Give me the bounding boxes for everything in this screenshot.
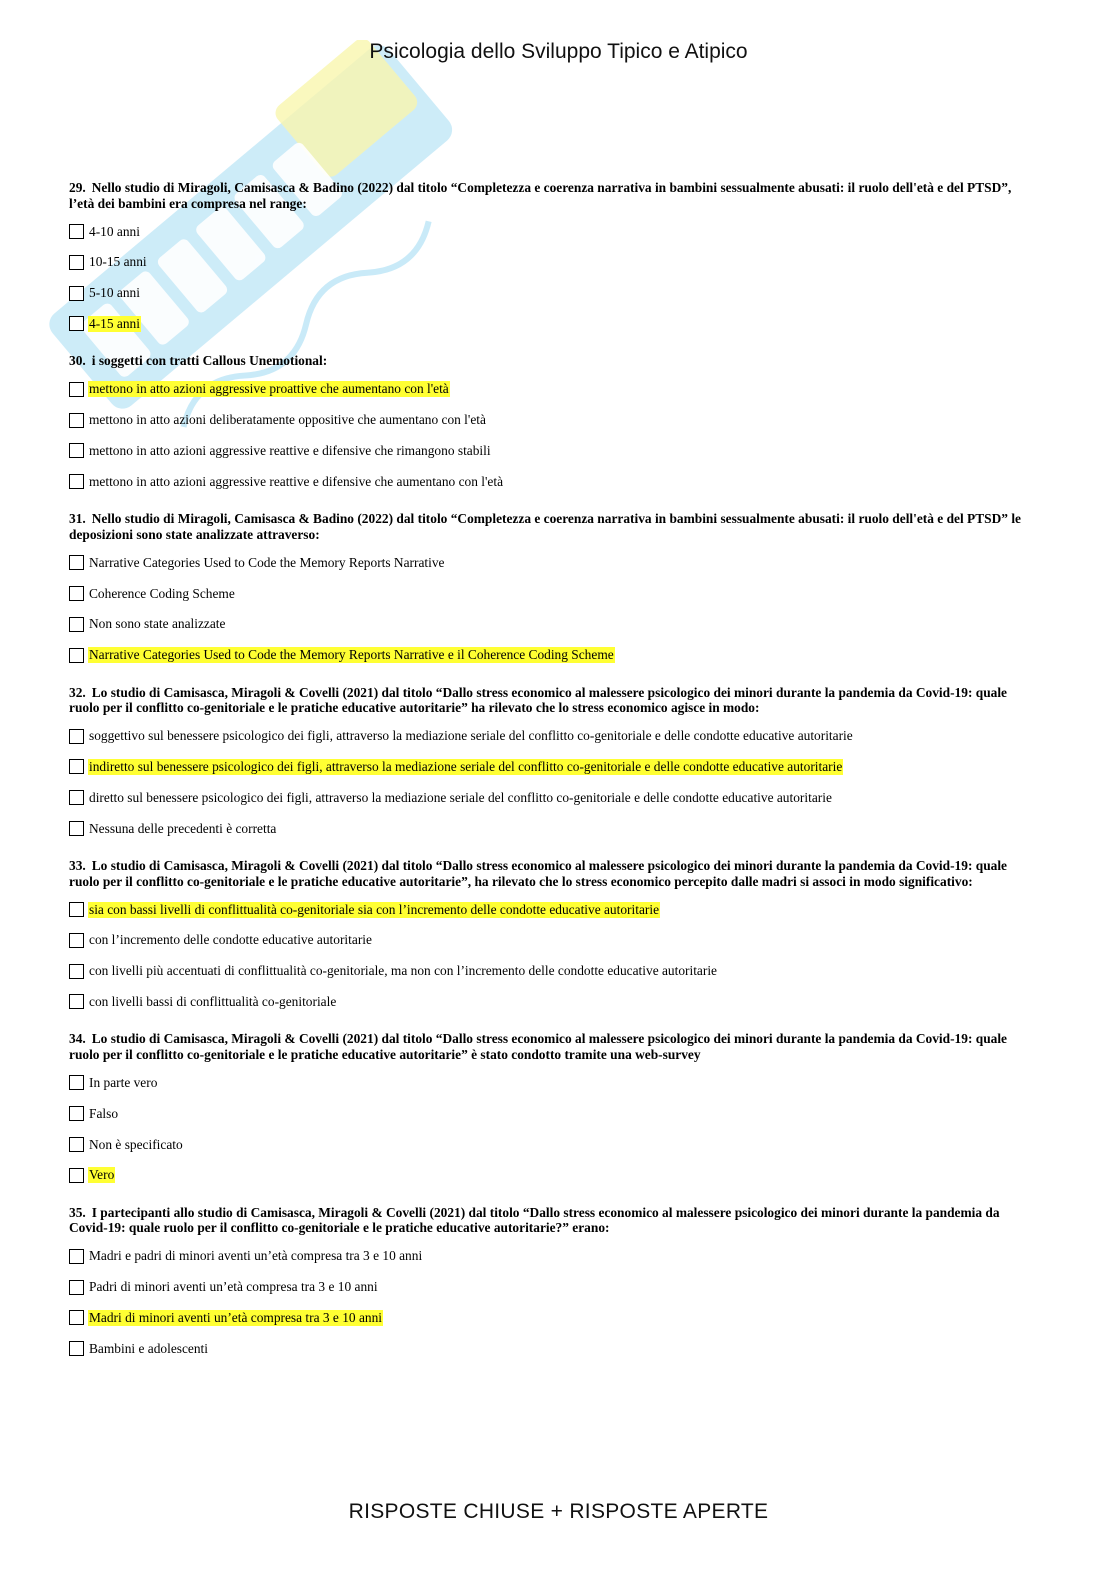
answer-option[interactable] [69, 440, 1039, 461]
answer-option[interactable] [69, 221, 1039, 242]
answer-option[interactable] [69, 1246, 1039, 1267]
question-text [69, 1031, 1039, 1062]
answer-label: mettono in atto azioni aggressive reattive e difensive che aumentano con l'età [89, 473, 504, 489]
answer-label-highlighted: indiretto sul benessere psicologico dei figli, attraverso la mediazione seriale del conflitto co-genitoriale e delle condotte educative autoritarie [89, 758, 843, 774]
answer-option[interactable] [69, 1134, 1039, 1155]
answer-option[interactable] [69, 899, 1039, 920]
answer-label-highlighted: 4-15 anni [89, 315, 140, 331]
answer-checkbox[interactable] [69, 316, 84, 331]
answer-label: In parte vero [89, 1074, 158, 1090]
answer-checkbox[interactable] [69, 555, 84, 570]
answer-checkbox[interactable] [69, 933, 84, 948]
question-number: 30. [69, 353, 86, 369]
answer-option[interactable] [69, 1165, 1039, 1186]
answer-option[interactable] [69, 552, 1039, 573]
answer-checkbox[interactable] [69, 729, 84, 744]
question-block [69, 353, 1039, 492]
question-number: 33. [69, 858, 86, 874]
answer-label: Falso [89, 1105, 119, 1121]
quiz-content [69, 180, 1039, 1378]
question-block [69, 180, 1039, 334]
question-number: 31. [69, 511, 86, 527]
question-text [69, 858, 1039, 889]
answer-label-highlighted: Madri di minori aventi un’età compresa tra 3 e 10 anni [89, 1309, 383, 1325]
answer-option[interactable] [69, 645, 1039, 666]
answer-checkbox[interactable] [69, 1106, 84, 1121]
answer-checkbox[interactable] [69, 1280, 84, 1295]
answer-option[interactable] [69, 930, 1039, 951]
answer-option[interactable] [69, 379, 1039, 400]
question-prompt: i soggetti con tratti Callous Unemotional: [91, 353, 328, 369]
answer-label-highlighted: Narrative Categories Used to Code the Memory Reports Narrative e il Coherence Coding Scheme [89, 647, 614, 663]
question-block [69, 511, 1039, 665]
question-text [69, 180, 1039, 211]
question-text [69, 685, 1039, 716]
answer-label: Coherence Coding Scheme [89, 585, 235, 601]
answer-option[interactable] [69, 1072, 1039, 1093]
question-number: 29. [69, 180, 86, 195]
answer-checkbox[interactable] [69, 759, 84, 774]
page-footer: RISPOSTE CHIUSE + RISPOSTE APERTE [348, 1500, 769, 1523]
question-block [69, 685, 1039, 839]
answer-label: Nessuna delle precedenti è corretta [89, 820, 277, 836]
question-prompt: Nello studio di Miragoli, Camisasca & Badino (2022) dal titolo “Completezza e coerenza narrativa in bambini sessualmente abusati: il ruolo dell'età e del PTSD”, l’età dei bambini era compresa nel range: [69, 180, 1012, 211]
answer-label: con l’incremento delle condotte educative autoritarie [89, 932, 372, 948]
answer-label: mettono in atto azioni aggressive reattive e difensive che rimangono stabili [89, 442, 491, 458]
answer-option[interactable] [69, 283, 1039, 304]
answer-checkbox[interactable] [69, 1137, 84, 1152]
answer-checkbox[interactable] [69, 413, 84, 428]
answer-checkbox[interactable] [69, 1341, 84, 1356]
answer-checkbox[interactable] [69, 1310, 84, 1325]
answer-option[interactable] [69, 787, 1039, 808]
answer-option[interactable] [69, 961, 1039, 982]
answer-option[interactable] [69, 1307, 1039, 1328]
answer-label: 4-10 anni [89, 223, 140, 239]
question-text [69, 511, 1039, 542]
answer-label: diretto sul benessere psicologico dei figli, attraverso la mediazione seriale del conflitto co-genitoriale e delle condotte educative autoritarie [89, 789, 832, 805]
question-block [69, 1205, 1039, 1359]
answer-option[interactable] [69, 1277, 1039, 1298]
question-text [69, 353, 1039, 369]
answer-label: Bambini e adolescenti [89, 1340, 208, 1356]
answer-label: con livelli bassi di conflittualità co-genitoriale [89, 993, 337, 1009]
answer-checkbox[interactable] [69, 255, 84, 270]
answer-checkbox[interactable] [69, 443, 84, 458]
answer-label: Non sono state analizzate [89, 616, 226, 632]
question-number: 35. [69, 1204, 86, 1220]
answer-label: mettono in atto azioni deliberatamente oppositive che aumentano con l'età [89, 412, 486, 428]
answer-option[interactable] [69, 252, 1039, 273]
question-block [69, 1031, 1039, 1185]
answer-label: con livelli più accentuati di conflittualità co-genitoriale, ma non con l’incremento delle condotte educative autoritarie [89, 963, 717, 979]
answer-checkbox[interactable] [69, 617, 84, 632]
answer-option[interactable] [69, 818, 1039, 839]
answer-checkbox[interactable] [69, 790, 84, 805]
answer-checkbox[interactable] [69, 1249, 84, 1264]
question-prompt: Lo studio di Camisasca, Miragoli & Covelli (2021) dal titolo “Dallo stress economico al malessere psicologico dei minori durante la pandemia da Covid-19: quale ruolo per il conflitto co-genitoriale e le pratiche educative autoritarie” ha rilevato che lo stress economico agisce in modo: [69, 684, 1008, 716]
answer-checkbox[interactable] [69, 821, 84, 836]
question-block [69, 858, 1039, 1012]
answer-checkbox[interactable] [69, 648, 84, 663]
question-prompt: Nello studio di Miragoli, Camisasca & Badino (2022) dal titolo “Completezza e coerenza narrativa in bambini sessualmente abusati: il ruolo dell'età e del PTSD” le deposizioni sono state analizzate attraverso: [69, 511, 1021, 542]
answer-option[interactable] [69, 1338, 1039, 1359]
answer-option[interactable] [69, 1103, 1039, 1124]
answer-label-highlighted: mettono in atto azioni aggressive proattive che aumentano con l'età [89, 381, 449, 397]
answer-option[interactable] [69, 471, 1039, 492]
page-title: Psicologia dello Sviluppo Tipico e Atipico [369, 40, 748, 63]
answer-label-highlighted: sia con bassi livelli di conflittualità co-genitoriale sia con l’incremento delle condotte educative autoritarie [89, 901, 660, 917]
question-number: 34. [69, 1031, 86, 1047]
answer-checkbox[interactable] [69, 964, 84, 979]
answer-checkbox[interactable] [69, 586, 84, 601]
answer-checkbox[interactable] [69, 1075, 84, 1090]
answer-checkbox[interactable] [69, 224, 84, 239]
answer-option[interactable] [69, 726, 1039, 747]
question-prompt: I partecipanti allo studio di Camisasca, Miragoli & Covelli (2021) dal titolo “Dallo stress economico al malessere psicologico dei minori durante la pandemia da Covid-19: quale ruolo per il conflitto co-genitoriale e le pratiche educative autoritarie?” erano: [69, 1204, 1000, 1236]
answer-option[interactable] [69, 583, 1039, 604]
answer-checkbox[interactable] [69, 1168, 84, 1183]
question-text [69, 1205, 1039, 1236]
answer-checkbox[interactable] [69, 286, 84, 301]
answer-checkbox[interactable] [69, 902, 84, 917]
question-prompt: Lo studio di Camisasca, Miragoli & Covelli (2021) dal titolo “Dallo stress economico al malessere psicologico dei minori durante la pandemia da Covid-19: quale ruolo per il conflitto co-genitoriale e le pratiche educative autoritarie” è stato condotto tramite una web-survey [69, 1031, 1008, 1062]
answer-option[interactable] [69, 991, 1039, 1012]
answer-label: Madri e padri di minori aventi un’età compresa tra 3 e 10 anni [89, 1248, 423, 1264]
answer-checkbox[interactable] [69, 994, 84, 1009]
answer-option[interactable] [69, 410, 1039, 431]
answer-label: Narrative Categories Used to Code the Memory Reports Narrative [89, 554, 445, 570]
question-prompt: Lo studio di Camisasca, Miragoli & Covelli (2021) dal titolo “Dallo stress economico al malessere psicologico dei minori durante la pandemia da Covid-19: quale ruolo per il conflitto co-genitoriale e le pratiche educative autoritarie”, ha rilevato che lo stress economico percepito dalle madri si associ in modo significativo: [69, 858, 1008, 889]
answer-label: Padri di minori aventi un’età compresa tra 3 e 10 anni [89, 1279, 378, 1295]
answer-checkbox[interactable] [69, 474, 84, 489]
answer-option[interactable] [69, 756, 1039, 777]
answer-label: Non è specificato [89, 1136, 183, 1152]
answer-label-highlighted: Vero [89, 1167, 115, 1183]
answer-checkbox[interactable] [69, 382, 84, 397]
answer-label: soggettivo sul benessere psicologico dei figli, attraverso la mediazione seriale del conflitto co-genitoriale e delle condotte educative autoritarie [89, 728, 853, 744]
answer-label: 5-10 anni [89, 285, 140, 301]
answer-label: 10-15 anni [89, 254, 147, 270]
answer-option[interactable] [69, 614, 1039, 635]
answer-option[interactable] [69, 313, 1039, 334]
question-number: 32. [69, 684, 86, 700]
